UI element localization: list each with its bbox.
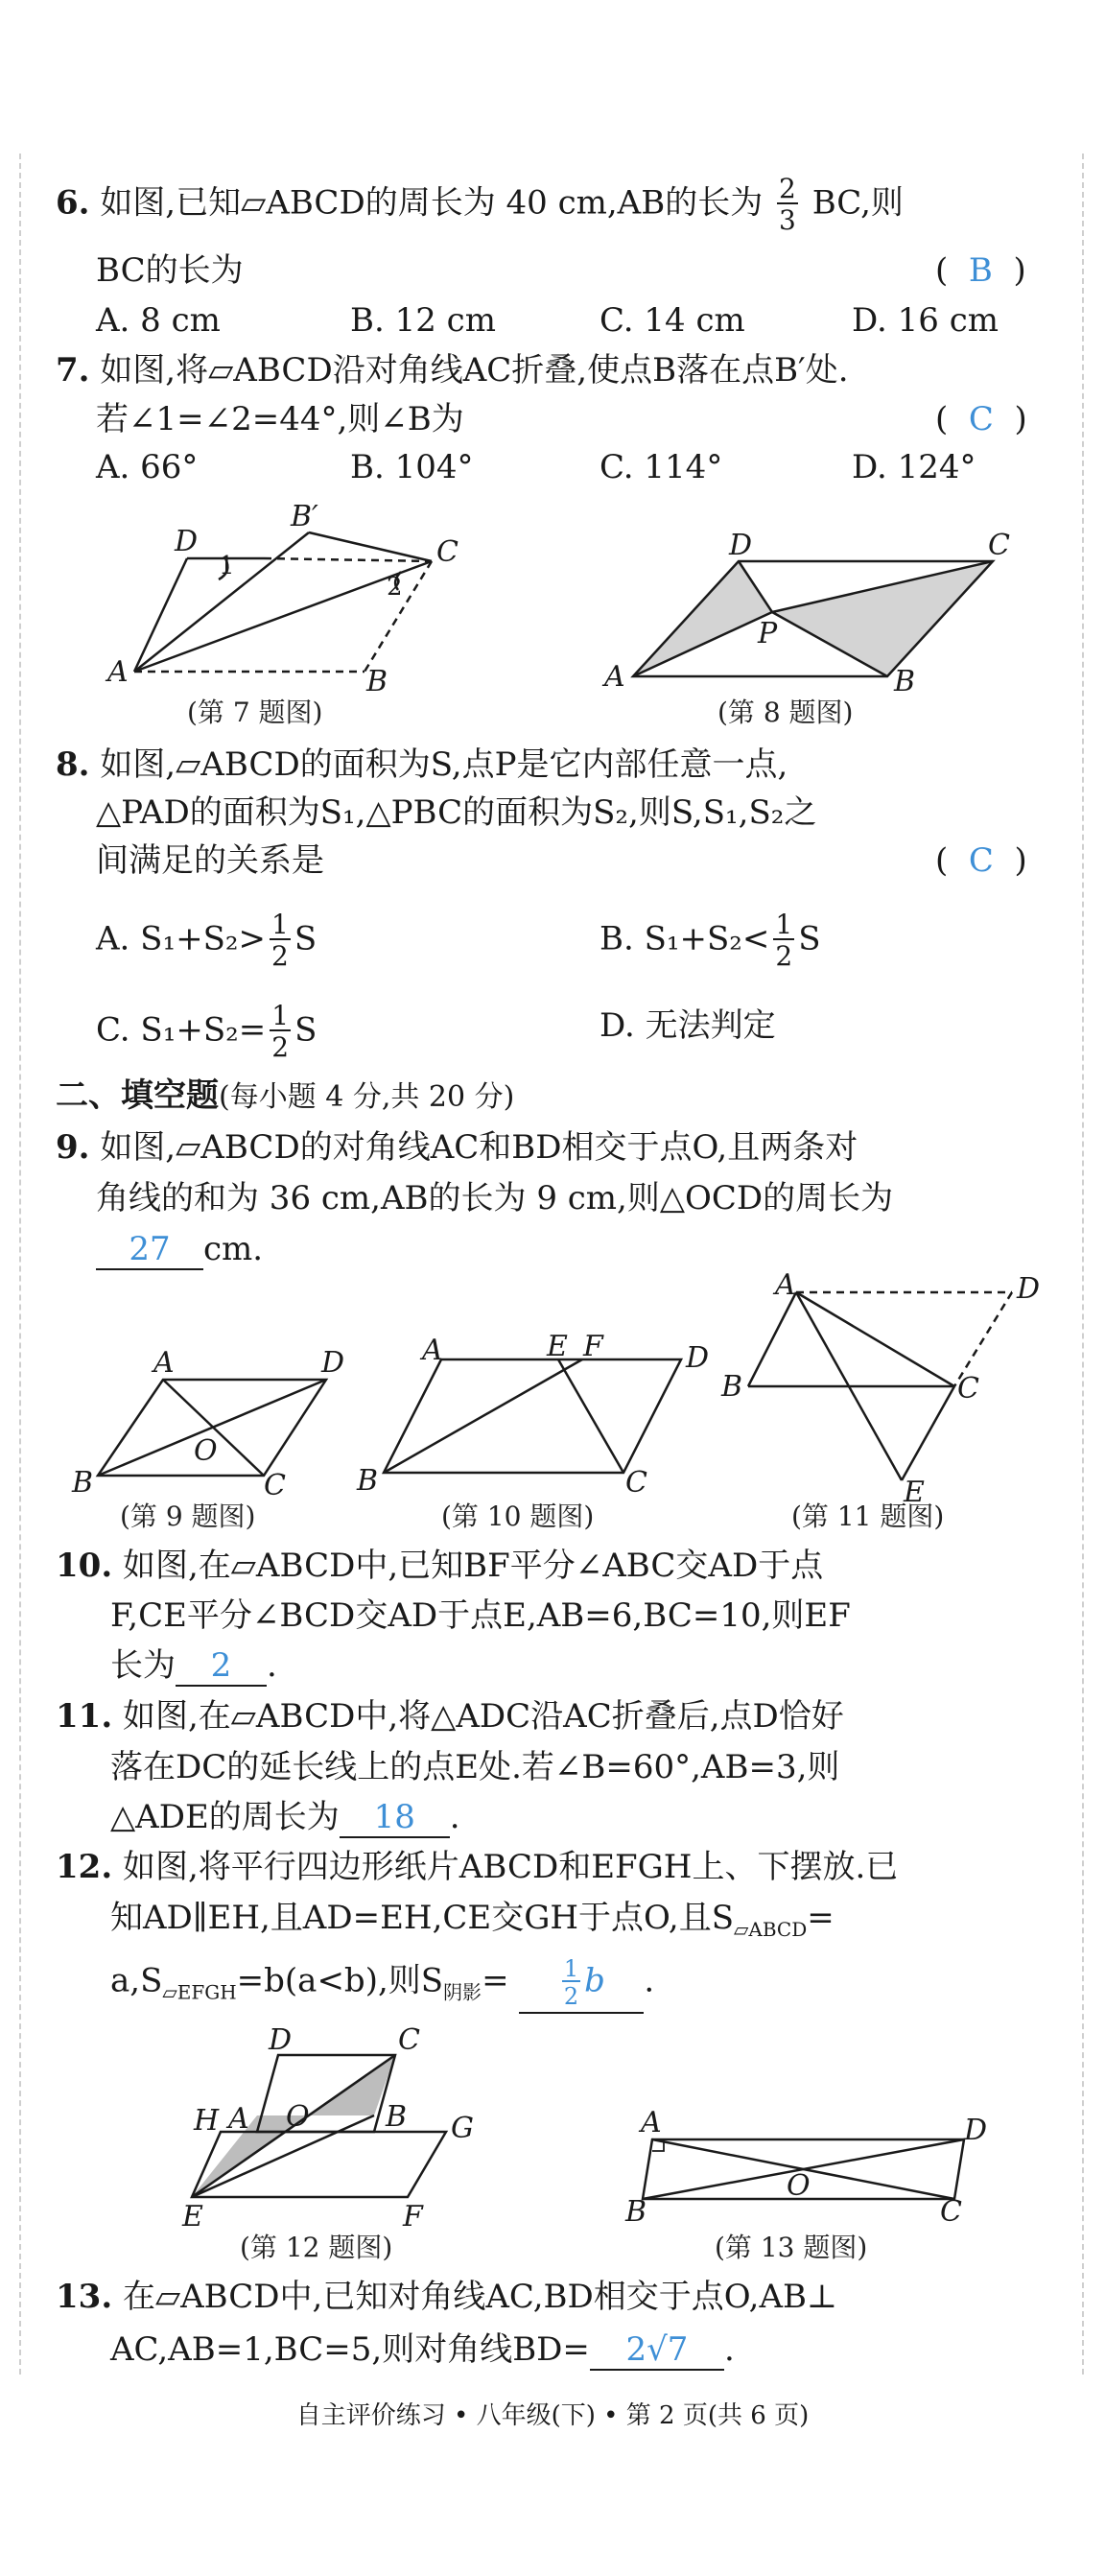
q12-answer: $\frac{1}{2}$ b	[519, 1957, 644, 2014]
fig8-caption: (第 8 题图)	[717, 697, 854, 728]
q8-line1: 8. 如图,▱ABCD的面积为S,点P是它内部任意一点,	[56, 745, 788, 784]
section2-heading: 二、填空题(每小题 4 分,共 20 分)	[56, 1076, 515, 1115]
q7-option-b: B. 104°	[350, 448, 474, 486]
q6-fraction: $\frac{2}{3}$	[779, 173, 796, 236]
q9-line2: 角线的和为 36 cm,AB的长为 9 cm,则△OCD的周长为	[96, 1179, 894, 1217]
q8-number: 8.	[56, 745, 90, 784]
q6-line2: BC的长为	[96, 251, 244, 290]
q7-line2: 若∠1=∠2=44°,则∠B为	[96, 400, 464, 438]
fig10-label-B: B	[357, 1464, 379, 1498]
fig9-label-A: A	[153, 1346, 175, 1380]
q6-line1: 6. 如图,已知▱ABCD的周长为 40 cm,AB的长为 $\frac{2}{3}$ BC,则	[56, 173, 904, 236]
q10-line2: F,CE平分∠BCD交AD于点E,AB=6,BC=10,则EF	[110, 1596, 851, 1635]
fig10-label-E: E	[547, 1330, 568, 1363]
q11-line1: 11. 如图,在▱ABCD中,将△ADC沿AC折叠后,点D恰好	[56, 1697, 844, 1736]
fig7-label-Bprime: B′	[291, 500, 318, 533]
q7-answer: C	[968, 400, 994, 438]
q7-option-c: C. 114°	[600, 448, 723, 486]
fig8-label-C: C	[988, 529, 1010, 562]
q8-option-b: B. S₁+S₂< $\frac{1}{2}$ S	[600, 909, 821, 972]
q7-number: 7.	[56, 351, 90, 390]
q7-option-a: A. 66°	[96, 448, 199, 486]
fig10-caption: (第 10 题图)	[441, 1501, 595, 1532]
fig12-label-B: B	[386, 2100, 408, 2134]
page-footer: 自主评价练习 • 八年级(下) • 第 2 页(共 6 页)	[295, 2401, 810, 2430]
fig13-label-B: B	[625, 2195, 647, 2229]
fig12-label-D: D	[269, 2023, 293, 2057]
fig8-label-B: B	[894, 665, 916, 698]
figure-12	[173, 2024, 499, 2235]
q8-line3: 间满足的关系是	[96, 841, 324, 880]
q8-line2: △PAD的面积为S₁,△PBC的面积为S₂,则S,S₁,S₂之	[96, 793, 817, 832]
fig12-label-E: E	[182, 2200, 203, 2233]
q12-line2: 知AD∥EH,且AD=EH,CE交GH于点O,且$S_{▱ABCD}=$	[110, 1899, 835, 1941]
q6-option-c: C. 14 cm	[600, 301, 745, 340]
q11-line2: 落在DC的延长线上的点E处.若∠B=60°,AB=3,则	[110, 1748, 840, 1786]
q10-line3: 长为 2 .	[110, 1646, 277, 1685]
figure-7	[96, 489, 480, 700]
fig7-caption: (第 7 题图)	[187, 697, 323, 728]
q6-option-b: B. 12 cm	[350, 301, 496, 340]
fig7-label-1: 1	[219, 552, 235, 580]
fig12-label-A: A	[228, 2102, 249, 2136]
figure-10	[355, 1330, 719, 1500]
fig8-label-P: P	[758, 617, 778, 650]
fig12-label-F: F	[403, 2200, 423, 2233]
fig7-label-B: B	[366, 665, 388, 698]
fig10-label-A: A	[422, 1334, 443, 1367]
q9-answer: 27	[96, 1230, 203, 1270]
q8-answer: C	[968, 841, 994, 880]
figure-9	[58, 1343, 374, 1502]
fig11-label-E: E	[904, 1476, 925, 1509]
right-dashed-margin	[1082, 154, 1084, 2375]
q11-answer: 18	[340, 1798, 450, 1838]
q6-option-a: A. 8 cm	[96, 301, 221, 340]
fig11-label-C: C	[957, 1372, 979, 1406]
q13-number: 13.	[56, 2278, 113, 2316]
fig9-label-C: C	[264, 1469, 286, 1502]
fig13-label-D: D	[964, 2114, 988, 2147]
q8-option-d: D. 无法判定	[600, 1006, 776, 1045]
figure-11	[719, 1268, 1046, 1509]
q8-option-a: A. S₁+S₂> $\frac{1}{2}$ S	[96, 909, 317, 972]
fig9-label-D: D	[321, 1346, 345, 1380]
q13-line1: 13. 在▱ABCD中,已知对角线AC,BD相交于点O,AB⊥	[56, 2278, 837, 2316]
fig12-label-G: G	[451, 2112, 474, 2145]
fig9-label-O: O	[194, 1434, 218, 1468]
fig12-label-C: C	[398, 2023, 420, 2057]
fig12-label-H: H	[194, 2104, 220, 2138]
fig11-label-A: A	[775, 1268, 796, 1302]
fig8-label-D: D	[729, 529, 753, 562]
fig7-label-A: A	[107, 655, 129, 689]
q7-line1: 7. 如图,将▱ABCD沿对角线AC折叠,使点B落在点B′处.	[56, 351, 849, 390]
q6-number: 6.	[56, 183, 90, 223]
fig13-label-C: C	[940, 2195, 962, 2229]
fig7-label-C: C	[436, 535, 458, 569]
q13-answer: 2√7	[590, 2330, 724, 2371]
figure-8	[595, 529, 1036, 698]
q12-line3: $a,S_{▱EFGH}=b(a<b)$,则$S_{阴影}=$ $\frac{1}{2}$ b .	[110, 1957, 654, 2015]
fig10-label-F: F	[583, 1330, 603, 1363]
q8-answer-bracket: ( C )	[935, 841, 1027, 880]
fig9-caption: (第 9 题图)	[120, 1501, 256, 1532]
q11-line3: △ADE的周长为 18 .	[110, 1798, 460, 1836]
q11-number: 11.	[56, 1697, 113, 1736]
q9-line3: 27 cm.	[96, 1226, 263, 1272]
q6-answer: B	[968, 251, 993, 290]
q10-number: 10.	[56, 1547, 113, 1585]
fig8-label-A: A	[604, 660, 625, 694]
fig11-caption: (第 11 题图)	[791, 1501, 945, 1532]
q8-option-c: C. S₁+S₂= $\frac{1}{2}$ S	[96, 1000, 317, 1063]
q13-line2: AC,AB=1,BC=5,则对角线BD= 2√7 .	[110, 2330, 735, 2369]
q6-answer-bracket: ( B )	[935, 251, 1026, 290]
q9-number: 9.	[56, 1128, 90, 1167]
q12-line1: 12. 如图,将平行四边形纸片ABCD和EFGH上、下摆放.已	[56, 1848, 899, 1886]
fig13-label-O: O	[787, 2169, 811, 2203]
q7-answer-bracket: ( C )	[935, 400, 1027, 438]
q12-number: 12.	[56, 1848, 113, 1886]
q6-option-d: D. 16 cm	[852, 301, 999, 340]
fig10-label-C: C	[625, 1466, 647, 1500]
fig10-label-D: D	[686, 1341, 710, 1375]
q10-line1: 10. 如图,在▱ABCD中,已知BF平分∠ABC交AD于点	[56, 1547, 824, 1585]
fig11-label-B: B	[721, 1370, 743, 1404]
fig12-label-O: O	[286, 2100, 310, 2134]
fig13-label-A: A	[641, 2106, 662, 2139]
left-dashed-margin	[19, 154, 21, 2375]
figure-13	[623, 2092, 1007, 2229]
fig12-caption: (第 12 题图)	[240, 2232, 393, 2263]
fig13-caption: (第 13 题图)	[715, 2232, 868, 2263]
q9-line1: 9. 如图,▱ABCD的对角线AC和BD相交于点O,且两条对	[56, 1128, 858, 1167]
fig9-label-B: B	[72, 1466, 94, 1500]
fig11-label-D: D	[1017, 1272, 1041, 1306]
fig7-label-D: D	[175, 525, 199, 558]
q10-answer: 2	[176, 1646, 267, 1687]
q7-option-d: D. 124°	[852, 448, 976, 486]
fig7-label-2: 2	[387, 573, 403, 602]
